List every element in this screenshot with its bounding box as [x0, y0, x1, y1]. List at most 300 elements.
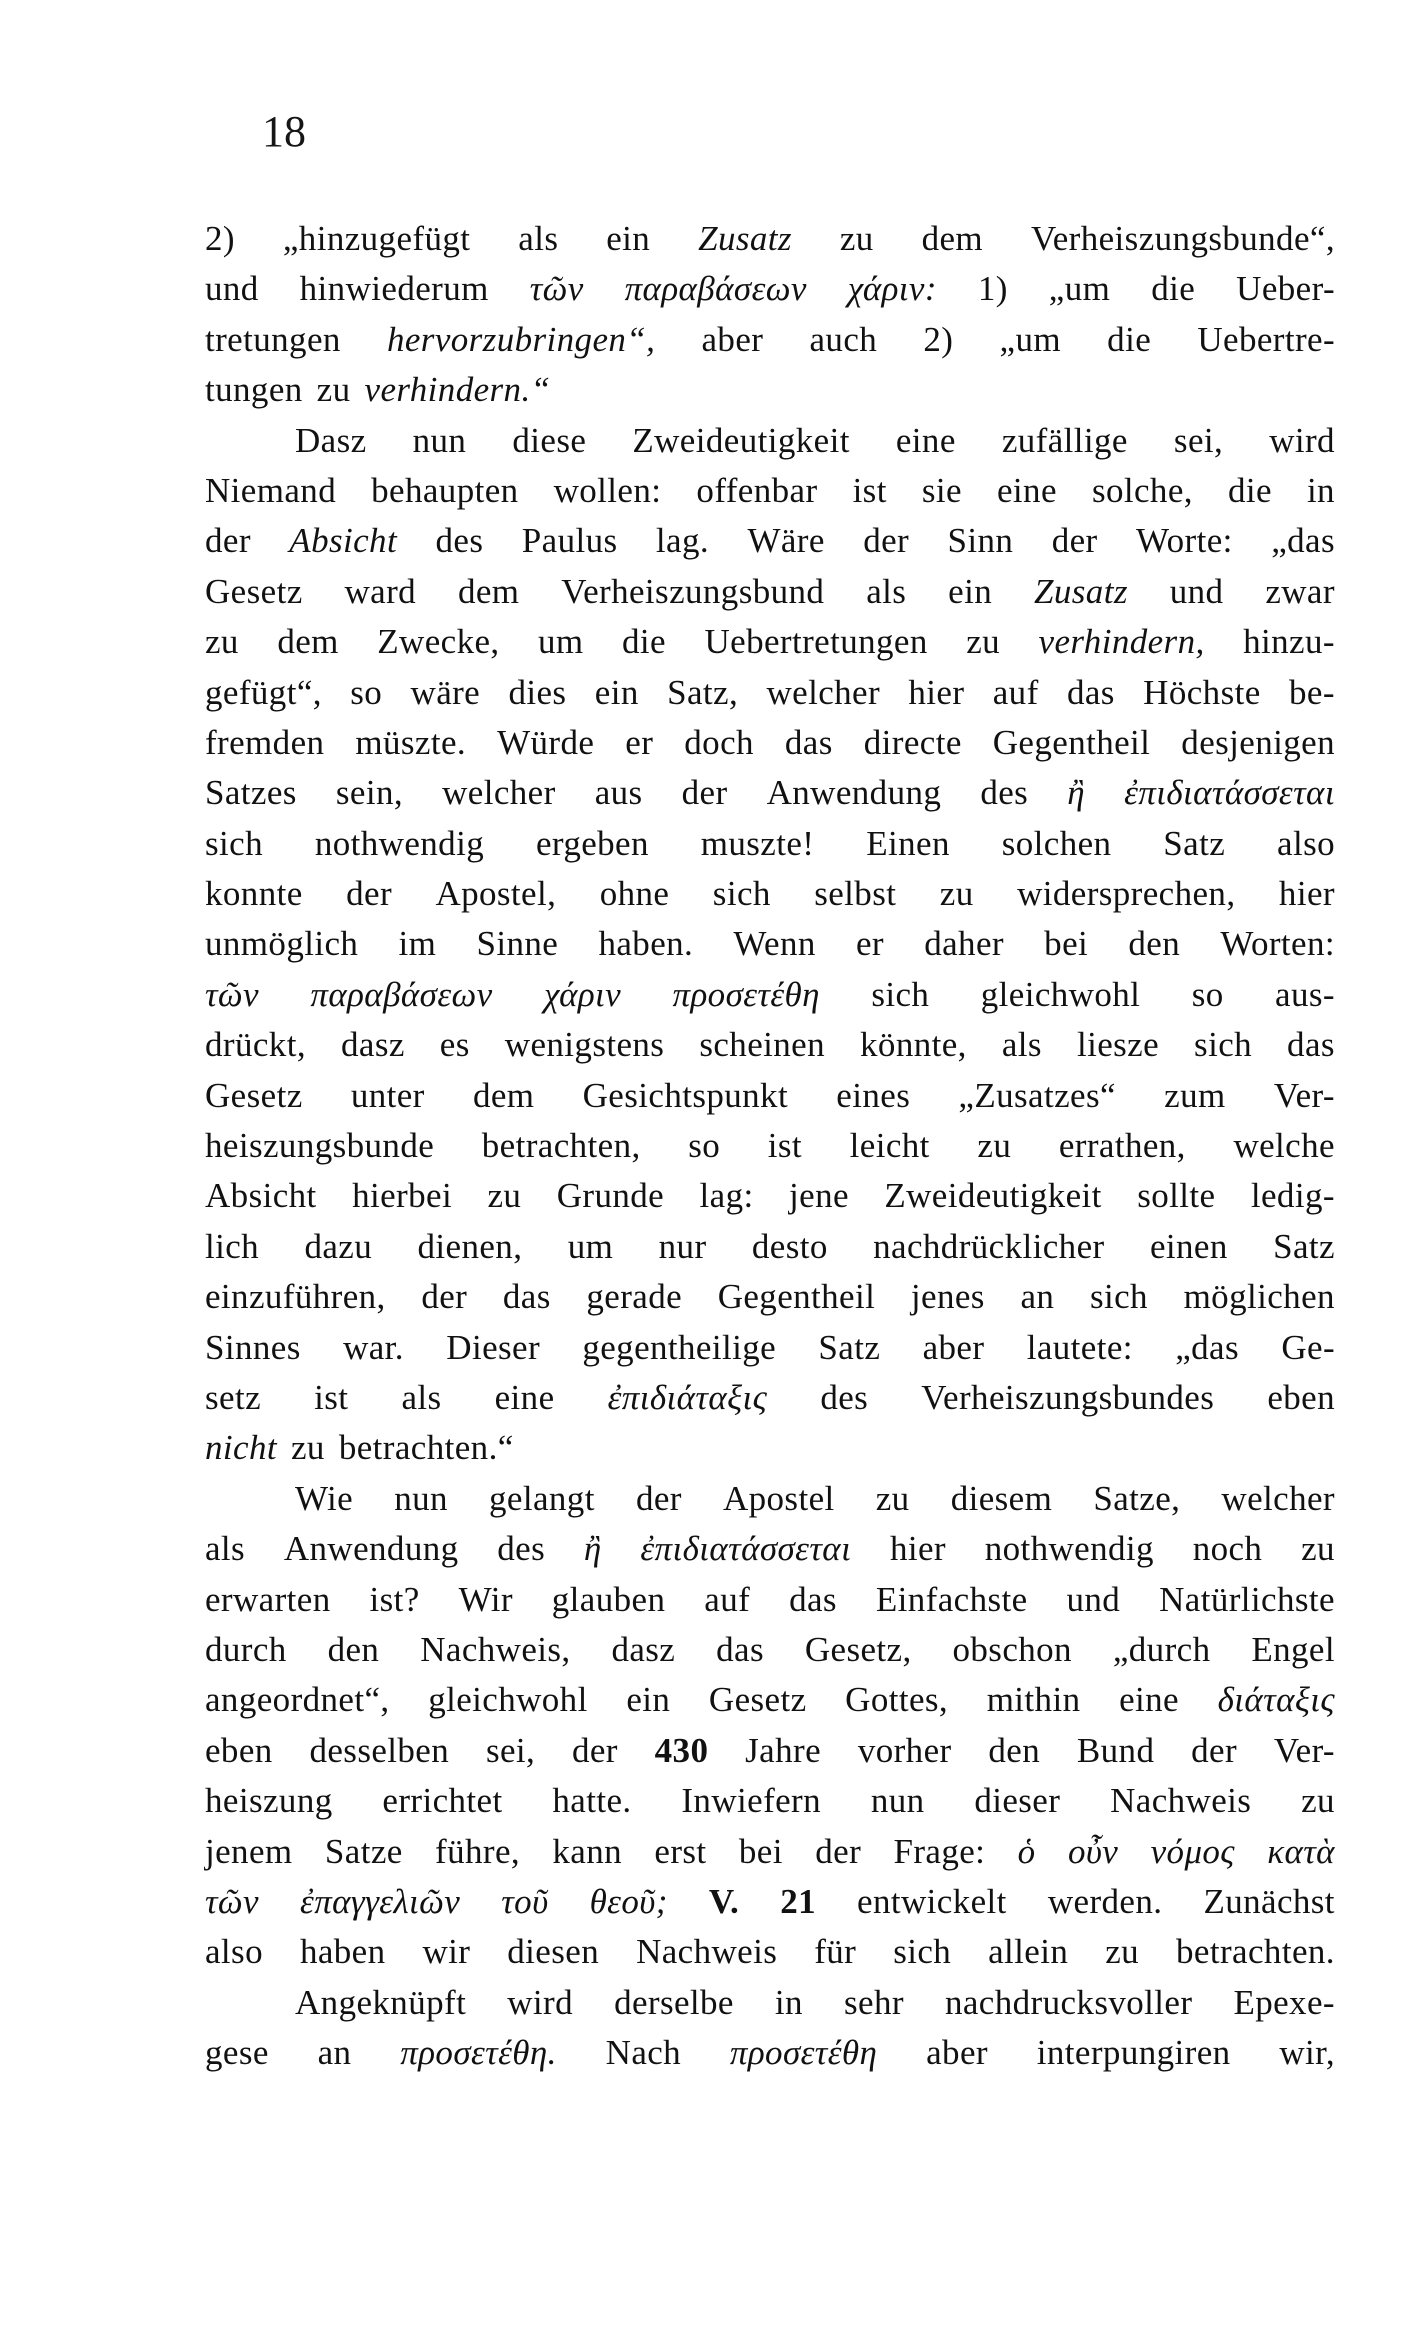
word: hinwiederum	[299, 269, 489, 309]
text-line	[205, 315, 1335, 365]
word: führe,	[435, 1831, 521, 1871]
word: als	[1001, 1025, 1042, 1065]
word: κατὰ	[1267, 1831, 1335, 1871]
word: setz	[205, 1377, 262, 1417]
word: Worte:	[1136, 521, 1233, 561]
word: ἐπιδιάταξις	[607, 1377, 768, 1417]
text-line	[205, 1071, 1335, 1121]
word: παραβάσεων	[624, 269, 807, 309]
text-line	[205, 365, 1335, 415]
word: angeordnet“,	[205, 1680, 390, 1720]
word: Uebertretungen	[704, 622, 928, 662]
word: ergeben	[535, 823, 649, 863]
word: auf	[992, 672, 1039, 712]
text-line	[205, 668, 1335, 718]
word: zu	[1105, 1932, 1140, 1972]
word: werden.	[1047, 1881, 1163, 1921]
word: Sinn	[947, 521, 1014, 561]
word: um	[567, 1226, 614, 1266]
word: dienen,	[417, 1226, 523, 1266]
text-line	[205, 1575, 1335, 1625]
word: Ueber-	[1236, 269, 1335, 309]
word: die	[1151, 269, 1196, 309]
word: Natürlichste	[1159, 1579, 1335, 1619]
word: Dieser	[446, 1327, 541, 1367]
word: sehr	[844, 1982, 904, 2022]
word: „durch	[1112, 1629, 1211, 1669]
word: dasz	[340, 1025, 405, 1065]
word: der	[681, 773, 728, 813]
word: den	[1128, 924, 1181, 964]
word: Gottes,	[845, 1680, 949, 1720]
word: welche	[1233, 1126, 1335, 1166]
word: Satzes	[205, 773, 297, 813]
word: προσετέθη	[729, 2033, 878, 2073]
word: Zwecke,	[377, 622, 500, 662]
word: er	[625, 722, 654, 762]
text-line	[205, 768, 1335, 818]
word: Anwendung	[283, 1529, 459, 1569]
word: dem	[921, 219, 984, 258]
word: Ver-	[1273, 1730, 1335, 1770]
word: welcher	[442, 773, 556, 813]
text-line	[205, 1222, 1335, 1272]
word: Grunde	[556, 1176, 665, 1216]
word: hervorzubringen“,	[386, 319, 656, 359]
word: jenem	[205, 1831, 293, 1871]
word: tungen	[205, 370, 303, 410]
word: directe	[863, 722, 962, 762]
text-line	[205, 214, 1335, 264]
word: Gegentheil	[992, 722, 1151, 762]
text-line	[205, 1272, 1335, 1322]
word: verhindern.“	[364, 370, 551, 410]
word: aus-	[1275, 974, 1335, 1014]
word: für	[814, 1932, 857, 1972]
word: tretungen	[205, 319, 341, 359]
word: gleichwohl	[980, 974, 1141, 1014]
word: errathen,	[1058, 1126, 1186, 1166]
word: ein	[594, 672, 639, 712]
word: interpungiren	[1036, 2033, 1231, 2073]
text-line	[205, 919, 1335, 969]
word: ist	[767, 1126, 803, 1166]
word: das	[1066, 672, 1115, 712]
word: nothwendig	[314, 823, 485, 863]
word: nachdrucksvoller	[944, 1982, 1193, 2022]
word: wird	[1269, 420, 1335, 460]
word: gelangt	[489, 1478, 595, 1518]
text-line	[205, 718, 1335, 768]
word: eines	[836, 1075, 911, 1115]
word: haben.	[598, 924, 694, 964]
word: θεοῦ;	[589, 1881, 668, 1921]
word: und	[1066, 1579, 1121, 1619]
word: gerade	[586, 1277, 683, 1317]
word: im	[398, 924, 437, 964]
word: nachdrücklicher	[873, 1226, 1105, 1266]
word: „das	[1271, 521, 1335, 561]
word: sie	[921, 470, 962, 510]
word: doch	[684, 722, 754, 762]
word: Niemand	[205, 470, 337, 510]
word: müszte.	[355, 722, 467, 762]
word: παραβάσεων	[310, 974, 493, 1014]
text-line	[205, 466, 1335, 516]
word: betrachten.	[1176, 1932, 1335, 1972]
word: sei,	[1173, 420, 1224, 460]
word: so	[350, 672, 383, 712]
word: die	[1107, 319, 1152, 359]
word: hier	[1278, 874, 1335, 914]
word: Apostel	[722, 1478, 835, 1518]
text-line	[205, 1978, 1335, 2028]
word: Satze,	[1093, 1478, 1181, 1518]
word: offenbar	[696, 470, 818, 510]
word: Sinne	[476, 924, 559, 964]
word: gefügt“,	[205, 672, 322, 712]
word: einzuführen,	[205, 1277, 386, 1317]
text-line	[205, 1423, 1335, 1473]
word: Zusatz	[1034, 571, 1128, 611]
word: dem	[277, 622, 339, 662]
word: diesem	[950, 1478, 1053, 1518]
word: Höchste	[1143, 672, 1261, 712]
word: hatte.	[552, 1781, 632, 1821]
word: dazu	[304, 1226, 373, 1266]
word: zu	[290, 1428, 325, 1468]
word: konnte	[205, 874, 303, 914]
word: Gesichtspunkt	[582, 1075, 789, 1115]
word: solchen	[1001, 823, 1112, 863]
word: hierbei	[352, 1176, 453, 1216]
word: Gesetz,	[804, 1629, 912, 1669]
word: Epexe-	[1233, 1982, 1335, 2022]
word: durch	[205, 1629, 287, 1669]
word: gleichwohl	[428, 1680, 588, 1720]
word: liesze	[1076, 1025, 1160, 1065]
word: ohne	[599, 874, 670, 914]
word: möglichen	[1183, 1277, 1335, 1317]
word: Apostel,	[435, 874, 557, 914]
word: οὖν	[1067, 1831, 1119, 1871]
word: Satz	[1273, 1226, 1335, 1266]
word: χάριν:	[847, 269, 937, 309]
word: ἐπαγγελιῶν	[300, 1881, 461, 1921]
word: Frage:	[893, 1831, 986, 1871]
word: aber	[926, 2033, 988, 2073]
word: zum	[1164, 1075, 1226, 1115]
word: ist?	[369, 1579, 420, 1619]
word: einen	[1149, 1226, 1228, 1266]
word: „Zusatzes“	[958, 1075, 1116, 1115]
word: in	[1306, 470, 1335, 510]
word: aus	[594, 773, 643, 813]
text-line	[205, 1927, 1335, 1977]
word: der	[346, 874, 392, 914]
word: die	[622, 622, 666, 662]
word: widersprechen,	[1017, 874, 1236, 914]
word: der	[421, 1277, 468, 1317]
word: προσετέθη.	[400, 2033, 557, 2073]
word: kann	[552, 1831, 623, 1871]
word: solche,	[1091, 470, 1193, 510]
word: an	[317, 2033, 352, 2073]
word: zu	[977, 1126, 1012, 1166]
word: nun	[870, 1781, 925, 1821]
word: Würde	[497, 722, 595, 762]
word: dasz	[611, 1629, 676, 1669]
word: wir,	[1279, 2033, 1335, 2073]
word: diesen	[507, 1932, 600, 1972]
word: Uebertre-	[1197, 319, 1335, 359]
word: als	[518, 219, 559, 258]
word: wollen:	[553, 470, 662, 510]
word: dies	[508, 672, 567, 712]
word: welcher	[1221, 1478, 1335, 1518]
word: be-	[1289, 672, 1335, 712]
word: aber	[701, 319, 764, 359]
word: also	[205, 1932, 263, 1972]
word: „hinzugefügt	[282, 219, 471, 258]
text-line	[205, 1323, 1335, 1373]
text-line	[205, 617, 1335, 667]
word: Worten:	[1220, 924, 1335, 964]
word: als	[401, 1377, 442, 1417]
word: sich	[893, 1932, 952, 1972]
word: gegentheilige	[582, 1327, 777, 1367]
word: so	[688, 1126, 721, 1166]
text-line	[205, 1373, 1335, 1423]
word: zwar	[1265, 571, 1335, 611]
word: desto	[751, 1226, 828, 1266]
text-line	[205, 970, 1335, 1020]
word: auf	[704, 1579, 751, 1619]
word: das	[716, 1629, 764, 1669]
word: daher	[924, 924, 1004, 964]
word: das	[789, 1579, 837, 1619]
word: zu	[316, 370, 351, 410]
text-line	[205, 416, 1335, 466]
word: nun	[394, 1478, 448, 1518]
word: muszte!	[700, 823, 815, 863]
word: Wie	[295, 1478, 354, 1518]
word: leicht	[849, 1126, 930, 1166]
body-text	[205, 214, 1335, 2078]
word: welcher	[766, 672, 881, 712]
word: Bund	[1076, 1730, 1155, 1770]
word: der	[1051, 521, 1098, 561]
word: τοῦ	[501, 1881, 549, 1921]
word: sich	[712, 874, 771, 914]
word: 1)	[977, 269, 1008, 309]
text-line	[205, 1171, 1335, 1221]
word: Satze	[324, 1831, 403, 1871]
word: Satz,	[667, 672, 739, 712]
word: sein,	[335, 773, 404, 813]
text-line	[205, 869, 1335, 919]
word: betrachten.“	[338, 1428, 514, 1468]
word: ein	[606, 219, 651, 258]
word: so	[1191, 974, 1224, 1014]
word: des	[980, 773, 1029, 813]
word: allein	[988, 1932, 1069, 1972]
word: heiszungsbunde	[205, 1126, 435, 1166]
word: der	[1191, 1730, 1238, 1770]
word: 2)	[205, 219, 235, 258]
word: Verheiszungsbundes	[921, 1377, 1215, 1417]
word: Dasz	[295, 420, 367, 460]
word: 2)	[923, 319, 954, 359]
word: Paulus	[521, 521, 618, 561]
word: Zweideutigkeit	[632, 420, 850, 460]
word: Absicht	[289, 521, 398, 561]
word: das	[1287, 1025, 1335, 1065]
word: 430	[654, 1730, 709, 1770]
word: lich	[205, 1226, 260, 1266]
word: wird	[507, 1982, 574, 2022]
word: Verheiszungsbund	[561, 571, 825, 611]
word: erst	[654, 1831, 707, 1871]
word: der	[205, 521, 251, 561]
word: das	[784, 722, 833, 762]
word: zu	[1301, 1781, 1335, 1821]
word: Zusatz	[698, 219, 792, 258]
word: zu	[875, 1478, 910, 1518]
word: an	[1020, 1277, 1055, 1317]
word: betrachten,	[481, 1126, 641, 1166]
word: Nachweis,	[420, 1629, 571, 1669]
word: erwarten	[205, 1579, 331, 1619]
word: Wir	[458, 1579, 513, 1619]
word: derselbe	[614, 1982, 734, 2022]
text-line	[205, 1827, 1335, 1877]
word: des	[820, 1377, 869, 1417]
word: zu	[966, 622, 1001, 662]
word: zu	[839, 219, 874, 258]
word: nicht	[205, 1428, 277, 1468]
word: Einen	[866, 823, 950, 863]
word: den	[327, 1629, 380, 1669]
word: nun	[412, 420, 467, 460]
word: mithin	[986, 1680, 1081, 1720]
word: τῶν	[205, 974, 259, 1014]
word: unmöglich	[205, 924, 359, 964]
word: „um	[1048, 269, 1111, 309]
word: in	[774, 1982, 803, 2022]
word: zu	[487, 1176, 522, 1216]
word: wenigstens	[504, 1025, 665, 1065]
word: er	[856, 924, 884, 964]
word: obschon	[952, 1629, 1072, 1669]
word: sollte	[1137, 1176, 1216, 1216]
word: Gesetz	[205, 1075, 303, 1115]
word: Engel	[1251, 1629, 1335, 1669]
word: ledig-	[1250, 1176, 1335, 1216]
word: glauben	[551, 1579, 666, 1619]
word: die	[1227, 470, 1272, 510]
word: Satz	[818, 1327, 881, 1367]
word: der	[635, 1478, 682, 1518]
word: Gesetz	[708, 1680, 807, 1720]
word: lautete:	[1026, 1327, 1133, 1367]
word: und	[1169, 571, 1224, 611]
word: hinzu-	[1243, 622, 1335, 662]
word: Jahre	[745, 1730, 822, 1770]
word: diese	[512, 420, 587, 460]
word: und	[205, 269, 259, 309]
word: jene	[789, 1176, 849, 1216]
word: verhindern,	[1038, 622, 1205, 662]
word: dieser	[974, 1781, 1061, 1821]
text-line	[205, 1121, 1335, 1171]
word: könnte,	[860, 1025, 967, 1065]
word: hier	[889, 1529, 946, 1569]
word: um	[538, 622, 584, 662]
text-line	[205, 2028, 1335, 2078]
word: bei	[738, 1831, 783, 1871]
word: aber	[922, 1327, 985, 1367]
word: war.	[343, 1327, 404, 1367]
word: unter	[350, 1075, 425, 1115]
word: Angeknüpft	[295, 1982, 467, 2022]
word: gese	[205, 2033, 269, 2073]
word: Sinnes	[205, 1327, 301, 1367]
word: eine	[494, 1377, 555, 1417]
word: Ge-	[1281, 1327, 1335, 1367]
word: ist	[314, 1377, 349, 1417]
word: ἐπιδιατάσσεται	[640, 1529, 852, 1569]
word: νόμος	[1150, 1831, 1235, 1871]
word: dem	[457, 571, 520, 611]
word: Zunächst	[1203, 1881, 1335, 1921]
word: Gegentheil	[717, 1277, 876, 1317]
word: Nachweis	[1110, 1781, 1252, 1821]
text-line	[205, 1625, 1335, 1675]
word: „um	[999, 319, 1061, 359]
word: als	[205, 1529, 246, 1569]
text-line	[205, 1877, 1335, 1927]
word: des	[435, 521, 484, 561]
word: hier	[908, 672, 965, 712]
word: das	[502, 1277, 551, 1317]
word: selbst	[814, 874, 897, 914]
word: sich	[871, 974, 930, 1014]
text-line	[205, 264, 1335, 314]
word: Inwiefern	[681, 1781, 822, 1821]
word: errichtet	[382, 1781, 503, 1821]
text-line	[205, 1524, 1335, 1574]
word: ἢ	[1067, 773, 1086, 813]
word: zu	[205, 622, 239, 662]
word: der	[863, 521, 910, 561]
word: eine	[1119, 1680, 1179, 1720]
text-line	[205, 1020, 1335, 1070]
word: διάταξις	[1217, 1680, 1335, 1720]
word: Ver-	[1273, 1075, 1335, 1115]
text-line	[205, 567, 1335, 617]
word: χάριν	[544, 974, 622, 1014]
word: den	[988, 1730, 1041, 1770]
text-line	[205, 1675, 1335, 1725]
word: zufällige	[1001, 420, 1128, 460]
word: τῶν	[205, 1881, 259, 1921]
word: ὁ	[1017, 1831, 1036, 1871]
word: Wenn	[733, 924, 816, 964]
word: nothwendig	[984, 1529, 1154, 1569]
word: es	[439, 1025, 470, 1065]
word: desselben	[309, 1730, 450, 1770]
